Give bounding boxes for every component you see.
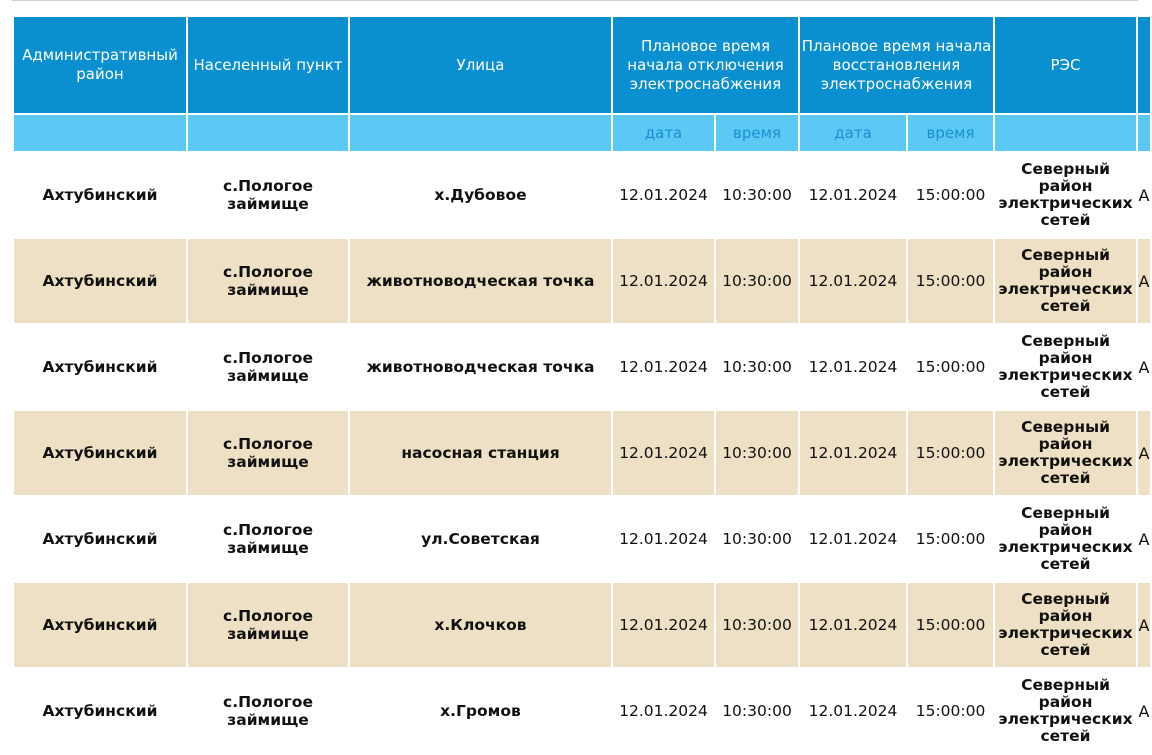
cell-cut: А bbox=[1137, 152, 1151, 238]
cell-cut: А bbox=[1137, 582, 1151, 668]
top-divider bbox=[12, 0, 1138, 1]
cell-off-time: 10:30:00 bbox=[715, 152, 799, 238]
cell-restore-date: 12.01.2024 bbox=[799, 668, 907, 754]
cell-settlement: с.Пологое займище bbox=[187, 496, 349, 582]
subheader-restore-time: время bbox=[907, 114, 994, 152]
cell-district: Ахтубинский bbox=[13, 324, 187, 410]
cell-cut: А bbox=[1137, 668, 1151, 754]
cell-off-date: 12.01.2024 bbox=[612, 582, 715, 668]
cell-cut: А bbox=[1137, 410, 1151, 496]
header-cut bbox=[1137, 16, 1151, 114]
cell-street: х.Дубовое bbox=[349, 152, 612, 238]
cell-off-time: 10:30:00 bbox=[715, 496, 799, 582]
header-off-start: Плановое время начала отключения электроснабжения bbox=[612, 16, 799, 114]
table-row bbox=[13, 152, 1151, 238]
subheader-empty bbox=[994, 114, 1137, 152]
cell-restore-time: 15:00:00 bbox=[907, 324, 994, 410]
cell-off-date: 12.01.2024 bbox=[612, 152, 715, 238]
cell-street: ул.Советская bbox=[349, 496, 612, 582]
subheader-empty bbox=[349, 114, 612, 152]
cell-restore-time: 15:00:00 bbox=[907, 496, 994, 582]
cell-off-time: 10:30:00 bbox=[715, 238, 799, 324]
subheader-off-date: дата bbox=[612, 114, 715, 152]
cell-cut: А bbox=[1137, 324, 1151, 410]
table-row bbox=[13, 496, 1151, 582]
subheader-empty bbox=[187, 114, 349, 152]
cell-district: Ахтубинский bbox=[13, 582, 187, 668]
cell-off-date: 12.01.2024 bbox=[612, 410, 715, 496]
cell-off-date: 12.01.2024 bbox=[612, 496, 715, 582]
cell-district: Ахтубинский bbox=[13, 238, 187, 324]
cell-district: Ахтубинский bbox=[13, 496, 187, 582]
cell-restore-date: 12.01.2024 bbox=[799, 238, 907, 324]
cell-off-date: 12.01.2024 bbox=[612, 238, 715, 324]
cell-settlement: с.Пологое займище bbox=[187, 152, 349, 238]
cell-off-time: 10:30:00 bbox=[715, 324, 799, 410]
cell-restore-date: 12.01.2024 bbox=[799, 410, 907, 496]
table-row bbox=[13, 668, 1151, 754]
table-row bbox=[13, 324, 1151, 410]
subheader-off-time: время bbox=[715, 114, 799, 152]
cell-cut: А bbox=[1137, 238, 1151, 324]
cell-settlement: с.Пологое займище bbox=[187, 668, 349, 754]
table-row bbox=[13, 582, 1151, 668]
cell-street: насосная станция bbox=[349, 410, 612, 496]
cell-restore-time: 15:00:00 bbox=[907, 668, 994, 754]
cell-restore-date: 12.01.2024 bbox=[799, 496, 907, 582]
cell-res: Северный район электрических сетей bbox=[994, 582, 1137, 668]
header-settlement: Населенный пункт bbox=[187, 16, 349, 114]
cell-restore-time: 15:00:00 bbox=[907, 238, 994, 324]
cell-restore-date: 12.01.2024 bbox=[799, 324, 907, 410]
subheader-restore-date: дата bbox=[799, 114, 907, 152]
table-row bbox=[13, 410, 1151, 496]
cell-off-time: 10:30:00 bbox=[715, 668, 799, 754]
cell-res: Северный район электрических сетей bbox=[994, 324, 1137, 410]
cell-settlement: с.Пологое займище bbox=[187, 582, 349, 668]
cell-street: х.Клочков bbox=[349, 582, 612, 668]
cell-cut: А bbox=[1137, 496, 1151, 582]
cell-district: Ахтубинский bbox=[13, 152, 187, 238]
cell-off-time: 10:30:00 bbox=[715, 582, 799, 668]
subheader-empty bbox=[1137, 114, 1151, 152]
cell-off-date: 12.01.2024 bbox=[612, 324, 715, 410]
cell-district: Ахтубинский bbox=[13, 410, 187, 496]
cell-res: Северный район электрических сетей bbox=[994, 238, 1137, 324]
cell-res: Северный район электрических сетей bbox=[994, 152, 1137, 238]
header-restore-start: Плановое время начала восстановления электроснабжения bbox=[799, 16, 994, 114]
cell-settlement: с.Пологое займище bbox=[187, 410, 349, 496]
cell-district: Ахтубинский bbox=[13, 668, 187, 754]
cell-off-date: 12.01.2024 bbox=[612, 668, 715, 754]
cell-restore-time: 15:00:00 bbox=[907, 582, 994, 668]
cell-restore-date: 12.01.2024 bbox=[799, 152, 907, 238]
cell-off-time: 10:30:00 bbox=[715, 410, 799, 496]
outage-table bbox=[12, 15, 1152, 755]
subheader-empty bbox=[13, 114, 187, 152]
table-row bbox=[13, 238, 1151, 324]
cell-settlement: с.Пологое займище bbox=[187, 238, 349, 324]
cell-street: животноводческая точка bbox=[349, 324, 612, 410]
cell-res: Северный район электрических сетей bbox=[994, 410, 1137, 496]
header-district: Административный район bbox=[13, 16, 187, 114]
cell-restore-time: 15:00:00 bbox=[907, 410, 994, 496]
header-row bbox=[13, 16, 1151, 114]
header-res: РЭС bbox=[994, 16, 1137, 114]
cell-res: Северный район электрических сетей bbox=[994, 668, 1137, 754]
subheader-row bbox=[13, 114, 1151, 152]
cell-restore-date: 12.01.2024 bbox=[799, 582, 907, 668]
cell-res: Северный район электрических сетей bbox=[994, 496, 1137, 582]
cell-restore-time: 15:00:00 bbox=[907, 152, 994, 238]
header-street: Улица bbox=[349, 16, 612, 114]
cell-street: х.Громов bbox=[349, 668, 612, 754]
cell-street: животноводческая точка bbox=[349, 238, 612, 324]
cell-settlement: с.Пологое займище bbox=[187, 324, 349, 410]
